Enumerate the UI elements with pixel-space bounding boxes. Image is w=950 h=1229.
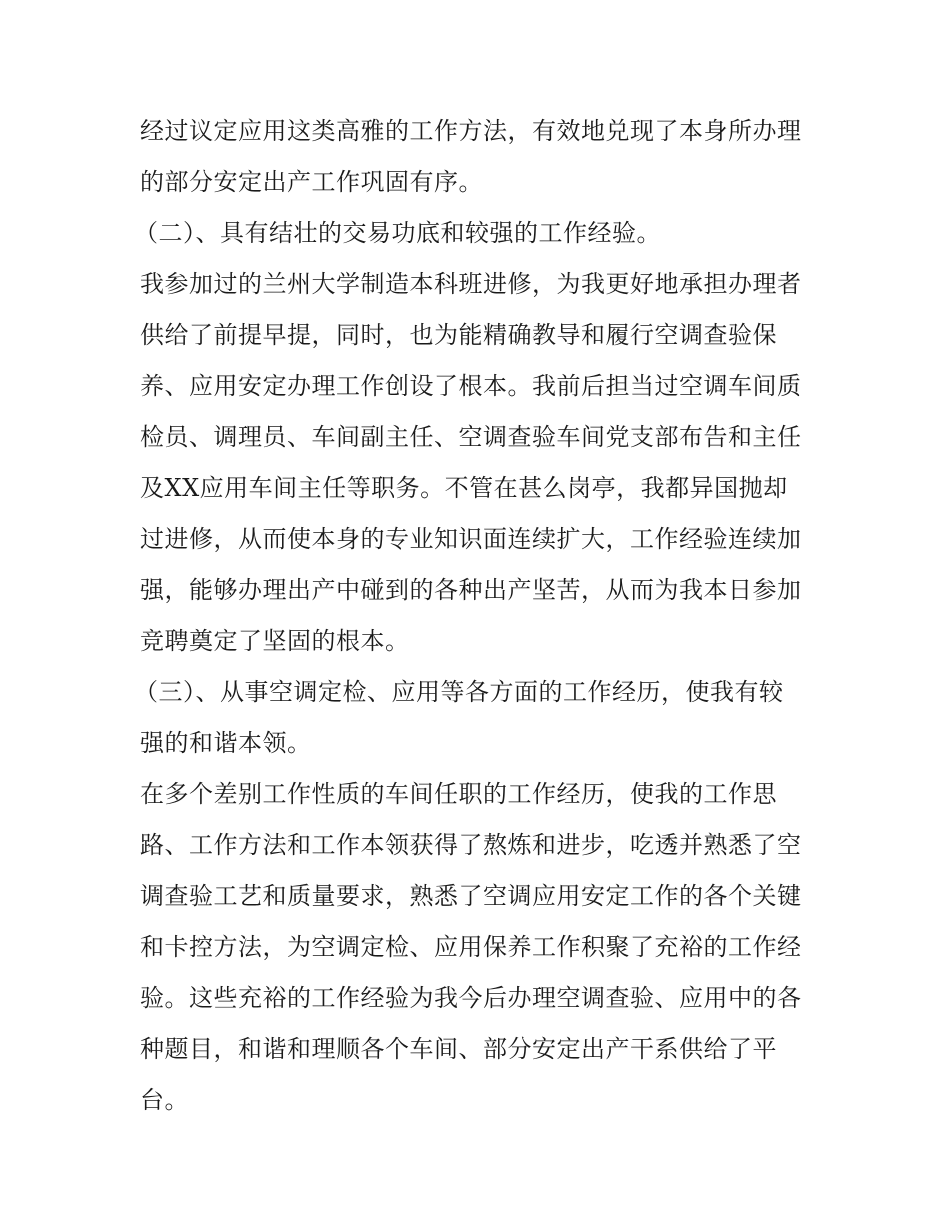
- paragraph-line: 检员、调理员、车间副主任、空调查验车间党支部布告和主任: [140, 423, 802, 451]
- section-heading: （三）、从事空调定检、应用等各方面的工作经历，使我有较: [134, 678, 784, 706]
- section-heading: （二）、具有结壮的交易功底和较强的工作经验。: [134, 219, 661, 247]
- paragraph-line: 我参加过的兰州大学制造本科班进修，为我更好地承担办理者: [140, 270, 802, 298]
- paragraph-line: 在多个差别工作性质的车间任职的工作经历，使我的工作思: [140, 780, 777, 808]
- paragraph-line: 过进修，从而使本身的专业知识面连续扩大，工作经验连续加: [140, 525, 802, 553]
- paragraph-line: 验。这些充裕的工作经验为我今后办理空调查验、应用中的各: [140, 984, 802, 1012]
- document-body: [134, 106, 812, 1126]
- paragraph-line: 台。: [140, 1086, 189, 1114]
- paragraph-line: 及XX应用车间主任等职务。不管在甚么岗亭，我都异国抛却: [140, 474, 788, 502]
- paragraph-line: 供给了前提早提，同时，也为能精确教导和履行空调查验保: [140, 321, 777, 349]
- paragraph-line: 竞聘奠定了坚固的根本。: [140, 627, 410, 655]
- paragraph-line: 和卡控方法，为空调定检、应用保养工作积聚了充裕的工作经: [140, 933, 802, 961]
- paragraph-line: 的部分安定出产工作巩固有序。: [140, 168, 483, 196]
- paragraph-line: 路、工作方法和工作本领获得了熬炼和进步，吃透并熟悉了空: [140, 831, 802, 859]
- paragraph-line: 种题目，和谐和理顺各个车间、部分安定出产干系供给了平: [140, 1035, 777, 1063]
- paragraph-line: 经过议定应用这类高雅的工作方法，有效地兑现了本身所办理: [140, 117, 802, 145]
- section-heading-continuation: 强的和谐本领。: [140, 729, 312, 757]
- paragraph-line: 强，能够办理出产中碰到的各种出产坚苦，从而为我本日参加: [140, 576, 802, 604]
- paragraph-line: 调查验工艺和质量要求，熟悉了空调应用安定工作的各个关键: [140, 882, 802, 910]
- paragraph-line: 养、应用安定办理工作创设了根本。我前后担当过空调车间质: [140, 372, 802, 400]
